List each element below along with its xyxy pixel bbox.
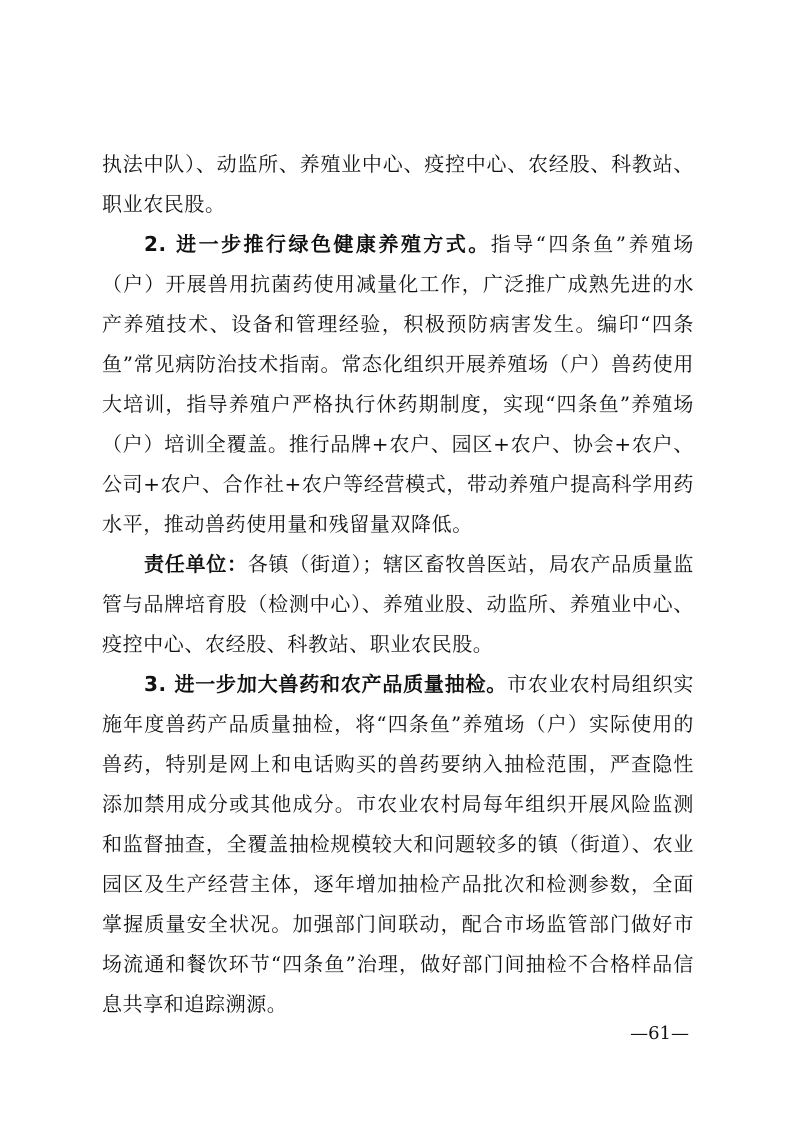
section-heading-quality-inspection: 3. 进一步加大兽药和农产品质量抽检。 bbox=[144, 672, 508, 696]
paragraph-text: 各镇（街道）；辖区畜牧兽医站，局农产品质量监管与品牌培育股（检测中心）、养殖业股、动监所、养殖业中心、疫控中心、农经股、科教站、职业农民股。 bbox=[102, 552, 695, 656]
document-body bbox=[102, 144, 694, 1024]
section-heading-green-farming: 2. 进一步推行绿色健康养殖方式。 bbox=[144, 232, 491, 256]
paragraph-green-farming bbox=[102, 224, 694, 544]
paragraph-quality-inspection bbox=[102, 664, 694, 1024]
paragraph-responsible-units-continued bbox=[102, 144, 694, 224]
page-number: —61— bbox=[630, 1023, 689, 1044]
paragraph-responsible-units bbox=[102, 544, 694, 664]
paragraph-text: 市农业农村局组织实施年度兽药产品质量抽检，将“四条鱼”养殖场（户）实际使用的兽药，特别是网上和电话购买的兽药要纳入抽检范围，严查隐性添加禁用成分或其他成分。市农业农村局每年组织开展风险监测和监督抽查，全覆盖抽检规模较大和问题较多的镇（街道）、农业园区及生产经营主体，逐年增加抽检产品批次和检测参数，全面掌握质量安全状况。加强部门间联动，配合市场监管部门做好市场流通和餐饮环节“四条鱼”治理，做好部门间抽检不合格样品信息共享和追踪溯源。 bbox=[102, 672, 694, 1016]
paragraph-text: 指导“四条鱼”养殖场（户）开展兽用抗菌药使用减量化工作，广泛推广成熟先进的水产养殖技术、设备和管理经验，积极预防病害发生。编印“四条鱼”常见病防治技术指南。常态化组织开展养殖场（户）兽药使用大培训，指导养殖户严格执行休药期制度，实现“四条鱼”养殖场（户）培训全覆盖。推行品牌+农户、园区+农户、协会+农户、公司+农户、合作社+农户等经营模式，带动养殖户提高科学用药水平，推动兽药使用量和残留量双降低。 bbox=[102, 232, 694, 536]
responsible-units-label: 责任单位： bbox=[144, 552, 248, 576]
paragraph-text: 执法中队）、动监所、养殖业中心、疫控中心、农经股、科教站、职业农民股。 bbox=[102, 152, 694, 216]
